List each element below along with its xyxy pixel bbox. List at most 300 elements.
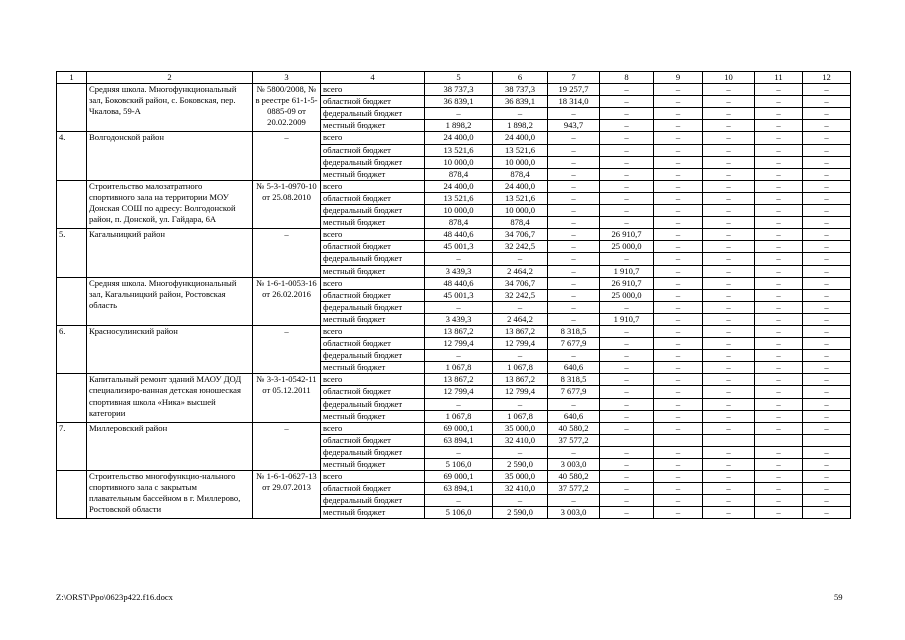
- amount-cell: –: [755, 217, 803, 229]
- amount-cell: 2 464,2: [493, 313, 548, 325]
- footer-file-path: Z:\ORST\Ppo\0623p422.f16.docx: [56, 592, 173, 602]
- registry-number-cell: № 5800/2008, № в реестре 61-1-5-0885-09 от 20.02.2009: [253, 84, 321, 132]
- registry-number-cell: № 1-6-1-0053-16 от 26.02.2016: [253, 277, 321, 325]
- amount-cell: –: [600, 192, 654, 204]
- funding-source-cell: областной бюджет: [321, 483, 425, 495]
- funding-source-cell: областной бюджет: [321, 144, 425, 156]
- amount-cell: –: [803, 205, 851, 217]
- amount-cell: –: [755, 386, 803, 398]
- amount-cell: 18 314,0: [548, 96, 600, 108]
- amount-cell: –: [803, 277, 851, 289]
- amount-cell: –: [755, 495, 803, 507]
- amount-cell: –: [703, 459, 755, 471]
- amount-cell: 8 318,5: [548, 325, 600, 337]
- amount-cell: –: [654, 507, 703, 519]
- amount-cell: –: [703, 253, 755, 265]
- amount-cell: –: [654, 229, 703, 241]
- amount-cell: 35 000,0: [493, 471, 548, 483]
- object-name-cell: Красносулинский район: [87, 325, 253, 373]
- amount-cell: 640,6: [548, 362, 600, 374]
- amount-cell: 13 521,6: [425, 192, 493, 204]
- amount-cell: 1 067,8: [493, 362, 548, 374]
- amount-cell: –: [548, 350, 600, 362]
- amount-cell: –: [600, 410, 654, 422]
- amount-cell: –: [803, 386, 851, 398]
- funding-source-cell: местный бюджет: [321, 265, 425, 277]
- amount-cell: –: [600, 168, 654, 180]
- amount-cell: –: [755, 144, 803, 156]
- row-number-cell: [57, 180, 87, 228]
- amount-cell: –: [803, 132, 851, 144]
- amount-cell: –: [803, 301, 851, 313]
- amount-cell: [600, 434, 654, 446]
- column-number-header: 1: [57, 72, 87, 84]
- table-row: [57, 325, 851, 337]
- amount-cell: 2 590,0: [493, 507, 548, 519]
- amount-cell: –: [803, 350, 851, 362]
- amount-cell: –: [600, 301, 654, 313]
- amount-cell: 13 521,6: [425, 144, 493, 156]
- amount-cell: –: [803, 422, 851, 434]
- amount-cell: 10 000,0: [425, 205, 493, 217]
- amount-cell: –: [600, 144, 654, 156]
- amount-cell: –: [493, 350, 548, 362]
- amount-cell: 38 737,3: [493, 84, 548, 96]
- funding-source-cell: местный бюджет: [321, 217, 425, 229]
- amount-cell: 5 106,0: [425, 459, 493, 471]
- amount-cell: –: [755, 108, 803, 120]
- funding-source-cell: областной бюджет: [321, 289, 425, 301]
- amount-cell: –: [654, 483, 703, 495]
- amount-cell: –: [654, 338, 703, 350]
- amount-cell: 26 910,7: [600, 229, 654, 241]
- amount-cell: –: [548, 156, 600, 168]
- amount-cell: –: [803, 168, 851, 180]
- amount-cell: –: [803, 241, 851, 253]
- amount-cell: –: [548, 313, 600, 325]
- amount-cell: –: [600, 422, 654, 434]
- amount-cell: –: [654, 289, 703, 301]
- amount-cell: 7 677,9: [548, 338, 600, 350]
- column-number-header: 11: [755, 72, 803, 84]
- funding-source-cell: местный бюджет: [321, 362, 425, 374]
- object-name-cell: Средняя школа. Многофункциональный зал, Кагальницкий район, Ростовская область: [87, 277, 253, 325]
- amount-cell: 48 440,6: [425, 277, 493, 289]
- table-header-row: [57, 72, 851, 84]
- amount-cell: –: [803, 253, 851, 265]
- amount-cell: –: [600, 132, 654, 144]
- amount-cell: –: [548, 205, 600, 217]
- amount-cell: –: [654, 132, 703, 144]
- registry-number-cell: № 1-6-1-0627-13 от 29.07.2013: [253, 471, 321, 519]
- amount-cell: –: [654, 386, 703, 398]
- amount-cell: –: [654, 495, 703, 507]
- amount-cell: –: [600, 108, 654, 120]
- amount-cell: –: [755, 483, 803, 495]
- amount-cell: –: [600, 362, 654, 374]
- amount-cell: –: [703, 120, 755, 132]
- funding-source-cell: всего: [321, 180, 425, 192]
- amount-cell: 24 400,0: [425, 132, 493, 144]
- amount-cell: 13 867,2: [425, 374, 493, 386]
- amount-cell: –: [493, 301, 548, 313]
- column-number-header: 12: [803, 72, 851, 84]
- amount-cell: –: [803, 84, 851, 96]
- amount-cell: –: [425, 301, 493, 313]
- amount-cell: –: [755, 289, 803, 301]
- amount-cell: –: [703, 265, 755, 277]
- amount-cell: –: [755, 313, 803, 325]
- amount-cell: –: [803, 192, 851, 204]
- amount-cell: –: [493, 495, 548, 507]
- column-number-header: 6: [493, 72, 548, 84]
- column-number-header: 4: [321, 72, 425, 84]
- amount-cell: –: [755, 132, 803, 144]
- amount-cell: 10 000,0: [493, 205, 548, 217]
- amount-cell: –: [803, 446, 851, 458]
- amount-cell: 943,7: [548, 120, 600, 132]
- amount-cell: –: [600, 495, 654, 507]
- amount-cell: –: [548, 277, 600, 289]
- funding-source-cell: федеральный бюджет: [321, 108, 425, 120]
- funding-source-cell: федеральный бюджет: [321, 253, 425, 265]
- amount-cell: –: [703, 471, 755, 483]
- amount-cell: 69 000,1: [425, 471, 493, 483]
- amount-cell: 40 580,2: [548, 471, 600, 483]
- column-number-header: 7: [548, 72, 600, 84]
- amount-cell: –: [654, 168, 703, 180]
- object-name-cell: Капитальный ремонт зданий МАОУ ДОД специализиро-ванная детская юношеская спортивная школа «Ника» высшей категории: [87, 374, 253, 422]
- amount-cell: 10 000,0: [493, 156, 548, 168]
- amount-cell: 36 839,1: [425, 96, 493, 108]
- amount-cell: –: [548, 108, 600, 120]
- amount-cell: –: [654, 446, 703, 458]
- amount-cell: 32 410,0: [493, 434, 548, 446]
- amount-cell: [703, 434, 755, 446]
- amount-cell: –: [703, 483, 755, 495]
- amount-cell: 34 706,7: [493, 229, 548, 241]
- amount-cell: –: [703, 156, 755, 168]
- amount-cell: –: [803, 338, 851, 350]
- amount-cell: 10 000,0: [425, 156, 493, 168]
- amount-cell: –: [755, 325, 803, 337]
- amount-cell: –: [755, 96, 803, 108]
- table-row: [57, 374, 851, 386]
- amount-cell: –: [600, 386, 654, 398]
- column-number-header: 3: [253, 72, 321, 84]
- amount-cell: –: [803, 156, 851, 168]
- amount-cell: 12 799,4: [493, 338, 548, 350]
- amount-cell: –: [755, 374, 803, 386]
- amount-cell: –: [600, 205, 654, 217]
- amount-cell: –: [654, 156, 703, 168]
- amount-cell: –: [755, 338, 803, 350]
- funding-source-cell: всего: [321, 422, 425, 434]
- registry-number-cell: –: [253, 132, 321, 180]
- amount-cell: –: [803, 471, 851, 483]
- funding-source-cell: федеральный бюджет: [321, 350, 425, 362]
- amount-cell: –: [803, 362, 851, 374]
- amount-cell: 878,4: [493, 217, 548, 229]
- amount-cell: –: [803, 289, 851, 301]
- amount-cell: –: [600, 325, 654, 337]
- amount-cell: –: [654, 217, 703, 229]
- amount-cell: 13 867,2: [493, 325, 548, 337]
- amount-cell: –: [803, 495, 851, 507]
- amount-cell: 34 706,7: [493, 277, 548, 289]
- amount-cell: –: [755, 446, 803, 458]
- amount-cell: –: [493, 398, 548, 410]
- column-number-header: 8: [600, 72, 654, 84]
- amount-cell: –: [803, 410, 851, 422]
- funding-source-cell: федеральный бюджет: [321, 156, 425, 168]
- table-row: [57, 132, 851, 144]
- amount-cell: –: [703, 217, 755, 229]
- amount-cell: –: [548, 168, 600, 180]
- amount-cell: –: [703, 229, 755, 241]
- amount-cell: –: [425, 350, 493, 362]
- amount-cell: –: [425, 253, 493, 265]
- funding-source-cell: всего: [321, 229, 425, 241]
- funding-source-cell: местный бюджет: [321, 459, 425, 471]
- amount-cell: –: [654, 265, 703, 277]
- amount-cell: 24 400,0: [425, 180, 493, 192]
- amount-cell: –: [703, 374, 755, 386]
- amount-cell: –: [755, 362, 803, 374]
- amount-cell: –: [755, 277, 803, 289]
- amount-cell: –: [654, 459, 703, 471]
- amount-cell: –: [600, 446, 654, 458]
- column-number-header: 9: [654, 72, 703, 84]
- amount-cell: 13 521,6: [493, 144, 548, 156]
- amount-cell: –: [703, 180, 755, 192]
- registry-number-cell: № 3-3-1-0542-11 от 05.12.2011: [253, 374, 321, 422]
- funding-source-cell: областной бюджет: [321, 338, 425, 350]
- amount-cell: –: [703, 410, 755, 422]
- amount-cell: –: [703, 144, 755, 156]
- object-name-cell: Миллеровский район: [87, 422, 253, 470]
- row-number-cell: [57, 277, 87, 325]
- amount-cell: 7 677,9: [548, 386, 600, 398]
- amount-cell: –: [654, 325, 703, 337]
- amount-cell: 1 067,8: [425, 362, 493, 374]
- amount-cell: –: [703, 277, 755, 289]
- row-number-cell: 4.: [57, 132, 87, 180]
- amount-cell: 24 400,0: [493, 180, 548, 192]
- amount-cell: 63 894,1: [425, 434, 493, 446]
- amount-cell: –: [425, 398, 493, 410]
- funding-source-cell: областной бюджет: [321, 241, 425, 253]
- amount-cell: 48 440,6: [425, 229, 493, 241]
- amount-cell: 640,6: [548, 410, 600, 422]
- object-name-cell: Волгодонской район: [87, 132, 253, 180]
- amount-cell: –: [654, 313, 703, 325]
- column-number-header: 10: [703, 72, 755, 84]
- amount-cell: –: [425, 495, 493, 507]
- amount-cell: –: [654, 350, 703, 362]
- amount-cell: –: [600, 180, 654, 192]
- table-row: [57, 84, 851, 96]
- funding-source-cell: областной бюджет: [321, 386, 425, 398]
- amount-cell: –: [548, 446, 600, 458]
- amount-cell: –: [548, 192, 600, 204]
- amount-cell: –: [803, 108, 851, 120]
- amount-cell: –: [755, 180, 803, 192]
- registry-number-cell: –: [253, 229, 321, 277]
- amount-cell: 13 521,6: [493, 192, 548, 204]
- amount-cell: –: [600, 374, 654, 386]
- amount-cell: –: [803, 325, 851, 337]
- funding-source-cell: федеральный бюджет: [321, 205, 425, 217]
- amount-cell: –: [600, 398, 654, 410]
- amount-cell: –: [548, 253, 600, 265]
- amount-cell: –: [755, 422, 803, 434]
- amount-cell: –: [703, 84, 755, 96]
- amount-cell: –: [703, 205, 755, 217]
- amount-cell: 32 242,5: [493, 289, 548, 301]
- column-number-header: 5: [425, 72, 493, 84]
- amount-cell: –: [654, 96, 703, 108]
- amount-cell: –: [600, 507, 654, 519]
- amount-cell: –: [755, 229, 803, 241]
- amount-cell: 12 799,4: [425, 386, 493, 398]
- amount-cell: 35 000,0: [493, 422, 548, 434]
- amount-cell: –: [654, 108, 703, 120]
- amount-cell: –: [703, 301, 755, 313]
- amount-cell: –: [654, 374, 703, 386]
- amount-cell: –: [600, 156, 654, 168]
- amount-cell: 37 577,2: [548, 483, 600, 495]
- row-number-cell: [57, 471, 87, 519]
- amount-cell: 1 910,7: [600, 265, 654, 277]
- registry-number-cell: –: [253, 422, 321, 470]
- amount-cell: –: [703, 386, 755, 398]
- funding-source-cell: местный бюджет: [321, 507, 425, 519]
- amount-cell: –: [654, 398, 703, 410]
- amount-cell: 32 242,5: [493, 241, 548, 253]
- amount-cell: –: [600, 459, 654, 471]
- amount-cell: –: [803, 507, 851, 519]
- amount-cell: –: [600, 350, 654, 362]
- funding-source-cell: местный бюджет: [321, 410, 425, 422]
- amount-cell: –: [803, 96, 851, 108]
- amount-cell: –: [493, 108, 548, 120]
- amount-cell: –: [703, 108, 755, 120]
- amount-cell: –: [548, 180, 600, 192]
- amount-cell: –: [803, 120, 851, 132]
- object-name-cell: Строительство малозатратного спортивного зала на территории МОУ Донская СОШ по адресу: Волгодонской район, п. Донской, ул. Гайдара, 6А: [87, 180, 253, 228]
- amount-cell: –: [654, 192, 703, 204]
- amount-cell: –: [654, 120, 703, 132]
- table-row: [57, 180, 851, 192]
- amount-cell: 2 590,0: [493, 459, 548, 471]
- amount-cell: –: [803, 265, 851, 277]
- amount-cell: –: [703, 241, 755, 253]
- amount-cell: –: [755, 253, 803, 265]
- amount-cell: –: [493, 446, 548, 458]
- amount-cell: 878,4: [425, 217, 493, 229]
- amount-cell: –: [600, 338, 654, 350]
- amount-cell: 878,4: [493, 168, 548, 180]
- amount-cell: –: [600, 96, 654, 108]
- amount-cell: –: [548, 132, 600, 144]
- amount-cell: –: [703, 96, 755, 108]
- amount-cell: 1 067,8: [493, 410, 548, 422]
- registry-number-cell: –: [253, 325, 321, 373]
- amount-cell: 2 464,2: [493, 265, 548, 277]
- funding-source-cell: всего: [321, 132, 425, 144]
- amount-cell: –: [755, 350, 803, 362]
- table-row: [57, 229, 851, 241]
- amount-cell: 37 577,2: [548, 434, 600, 446]
- funding-source-cell: всего: [321, 325, 425, 337]
- amount-cell: –: [703, 398, 755, 410]
- amount-cell: –: [755, 192, 803, 204]
- amount-cell: 36 839,1: [493, 96, 548, 108]
- amount-cell: –: [600, 253, 654, 265]
- amount-cell: –: [803, 398, 851, 410]
- funding-source-cell: местный бюджет: [321, 168, 425, 180]
- amount-cell: –: [654, 241, 703, 253]
- amount-cell: 878,4: [425, 168, 493, 180]
- amount-cell: –: [703, 313, 755, 325]
- funding-source-cell: всего: [321, 277, 425, 289]
- amount-cell: –: [803, 144, 851, 156]
- page-number: 59: [834, 592, 843, 602]
- amount-cell: 13 867,2: [493, 374, 548, 386]
- amount-cell: –: [548, 495, 600, 507]
- amount-cell: 1 910,7: [600, 313, 654, 325]
- amount-cell: –: [755, 507, 803, 519]
- amount-cell: 24 400,0: [493, 132, 548, 144]
- amount-cell: –: [548, 289, 600, 301]
- amount-cell: –: [600, 120, 654, 132]
- amount-cell: –: [654, 253, 703, 265]
- amount-cell: 25 000,0: [600, 241, 654, 253]
- amount-cell: –: [755, 398, 803, 410]
- amount-cell: –: [654, 410, 703, 422]
- amount-cell: 40 580,2: [548, 422, 600, 434]
- amount-cell: –: [803, 217, 851, 229]
- amount-cell: –: [654, 84, 703, 96]
- amount-cell: –: [548, 229, 600, 241]
- amount-cell: 63 894,1: [425, 483, 493, 495]
- amount-cell: –: [548, 144, 600, 156]
- amount-cell: –: [548, 241, 600, 253]
- amount-cell: 19 257,7: [548, 84, 600, 96]
- amount-cell: –: [755, 459, 803, 471]
- amount-cell: –: [755, 410, 803, 422]
- amount-cell: 12 799,4: [493, 386, 548, 398]
- funding-source-cell: всего: [321, 471, 425, 483]
- funding-source-cell: федеральный бюджет: [321, 398, 425, 410]
- amount-cell: 3 003,0: [548, 459, 600, 471]
- amount-cell: [654, 434, 703, 446]
- amount-cell: –: [755, 471, 803, 483]
- amount-cell: 5 106,0: [425, 507, 493, 519]
- amount-cell: –: [600, 84, 654, 96]
- amount-cell: 1 067,8: [425, 410, 493, 422]
- amount-cell: –: [654, 422, 703, 434]
- amount-cell: –: [755, 168, 803, 180]
- amount-cell: 1 898,2: [493, 120, 548, 132]
- funding-source-cell: федеральный бюджет: [321, 446, 425, 458]
- amount-cell: –: [703, 362, 755, 374]
- funding-source-cell: областной бюджет: [321, 434, 425, 446]
- amount-cell: –: [548, 265, 600, 277]
- table-row: [57, 422, 851, 434]
- amount-cell: –: [703, 289, 755, 301]
